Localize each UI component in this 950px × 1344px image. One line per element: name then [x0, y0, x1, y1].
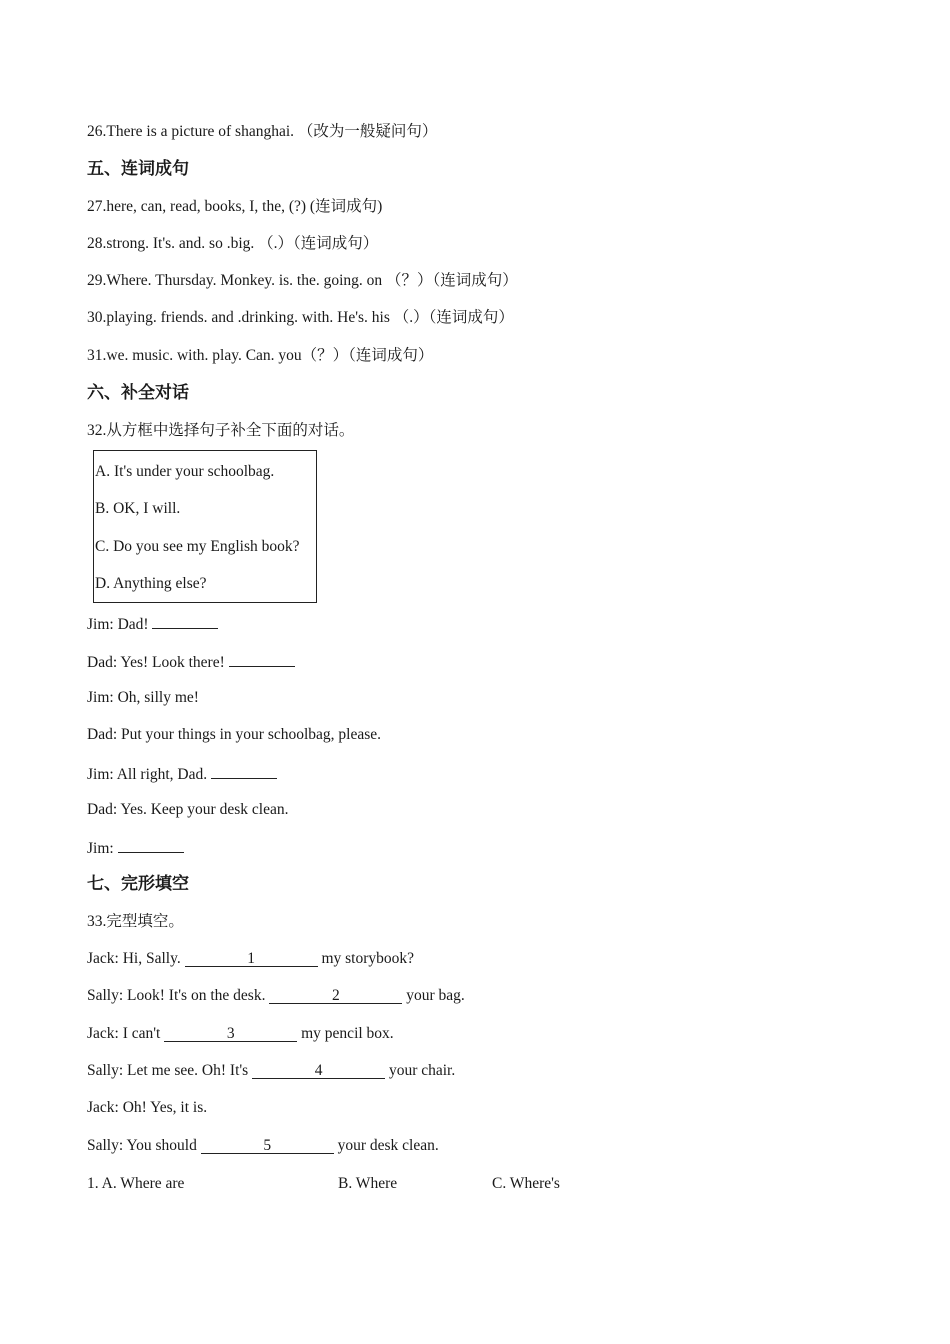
dialog-line: Dad: Put your things in your schoolbag, please. [87, 726, 382, 743]
option-1b[interactable]: B. Where [338, 1175, 398, 1192]
cloze-text: your desk clean. [333, 1137, 439, 1154]
cloze-blank-1[interactable]: 1 [185, 951, 318, 967]
cloze-text: Sally: Let me see. Oh! It's [87, 1062, 253, 1079]
cloze-line [87, 986, 465, 1006]
dialog-text: Jim: Dad! [87, 616, 153, 633]
cloze-text: my pencil box. [297, 1025, 394, 1042]
dialog-line: Dad: Yes. Keep your desk clean. [87, 801, 289, 818]
cloze-line [87, 1024, 394, 1044]
question-30: 30.playing. friends. and .drinking. with. He's. his （.）（连词成句） [87, 309, 514, 326]
cloze-blank-2[interactable]: 2 [269, 988, 402, 1004]
cloze-text: my storybook? [317, 950, 415, 967]
question-29: 29.Where. Thursday. Monkey. is. the. going. on （？）（连词成句） [87, 272, 518, 289]
question-33: 33.完型填空。 [87, 913, 184, 930]
cloze-text: your bag. [402, 987, 465, 1004]
cloze-blank-4[interactable]: 4 [252, 1063, 385, 1079]
dialog-line [87, 763, 277, 785]
dialog-line [87, 837, 184, 859]
cloze-text: Jack: Hi, Sally. [87, 950, 185, 967]
dialog-text: Jim: All right, Dad. [87, 766, 211, 783]
dialog-line [87, 651, 295, 673]
box-option-a: A. It's under your schoolbag. [95, 463, 275, 480]
dialog-line [87, 613, 218, 635]
dialog-line: Jim: Oh, silly me! [87, 689, 199, 706]
question-31: 31.we. music. with. play. Can. you（？）（连词成句） [87, 347, 434, 364]
question-28: 28.strong. It's. and. so .big. （.）（连词成句） [87, 235, 379, 252]
box-option-d: D. Anything else? [95, 575, 207, 592]
question-26: 26.There is a picture of shanghai. （改为一般疑问句） [87, 123, 438, 140]
section-heading-5: 五、连词成句 [87, 159, 189, 179]
option-1a[interactable]: 1. A. Where are [87, 1175, 185, 1192]
answer-blank[interactable] [152, 613, 218, 629]
section-heading-6: 六、补全对话 [87, 383, 189, 403]
question-27: 27.here, can, read, books, I, the, (?) (连词成句) [87, 198, 383, 215]
option-1c[interactable]: C. Where's [492, 1175, 560, 1192]
cloze-blank-3[interactable]: 3 [164, 1026, 297, 1042]
cloze-line [87, 949, 414, 969]
cloze-line [87, 1061, 455, 1081]
cloze-text: your chair. [385, 1062, 456, 1079]
cloze-text: Sally: Look! It's on the desk. [87, 987, 270, 1004]
cloze-text: Jack: I can't [87, 1025, 165, 1042]
cloze-line: Jack: Oh! Yes, it is. [87, 1099, 208, 1116]
options-box [93, 450, 317, 603]
dialog-text: Jim: [87, 840, 118, 857]
box-option-b: B. OK, I will. [95, 500, 181, 517]
cloze-blank-5[interactable]: 5 [201, 1138, 334, 1154]
box-option-c: C. Do you see my English book? [95, 538, 300, 555]
cloze-text: Sally: You should [87, 1137, 201, 1154]
answer-blank[interactable] [229, 651, 295, 667]
question-32: 32.从方框中选择句子补全下面的对话。 [87, 422, 355, 439]
dialog-text: Dad: Yes! Look there! [87, 654, 229, 671]
answer-blank[interactable] [211, 763, 277, 779]
section-heading-7: 七、完形填空 [87, 874, 189, 894]
answer-blank[interactable] [118, 837, 184, 853]
cloze-line [87, 1136, 439, 1156]
